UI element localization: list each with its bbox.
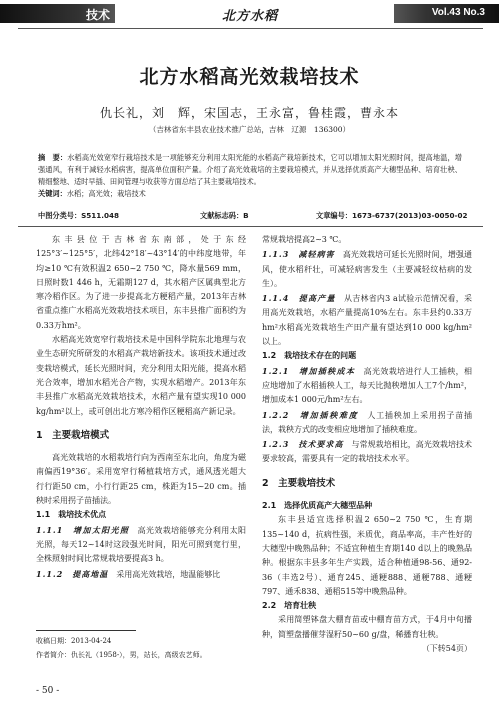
- section-1-2-3-title: 1.2.3 技术要求高: [262, 439, 344, 450]
- section-1-1-1: [36, 523, 246, 567]
- section-1-1-1-title: 1.1.1 增加太阳光照: [36, 524, 130, 535]
- page-number: - 50 -: [36, 686, 60, 696]
- section-1-1-3-title: 1.1.3 减轻病害: [262, 249, 335, 260]
- journal-name: 北方水稻: [221, 9, 278, 24]
- section-1-heading: 1 主要栽培模式: [36, 429, 110, 441]
- authors: 仇长礼，刘 辉，宋国志，王永富，鲁桂霞，曹永本: [99, 106, 399, 120]
- section-2-2-heading: 2.2 培育壮秧: [262, 601, 317, 611]
- section-1-1-heading: 1.1 栽培技术优点: [36, 510, 107, 520]
- section-1-2-2-title: 1.2.2 增加插秧难度: [262, 409, 359, 420]
- right-column: [262, 233, 472, 656]
- section-1-paragraph: 高光效栽培的水稻栽培行向为西南至东北向，角度为磁南偏西19°36′。采用宽窄行稀植栽培方式，通风透光超大行行距50 cm，小行行距25 cm，株距为15~20 cm。插秧时采用拐子苗插法。: [36, 453, 246, 506]
- intro-paragraph-2: 水稻高光效宽窄行栽培技术是中国科学院东北地理与农业生态研究所研发的水稻高产栽培新技术。该项技术通过改变栽培模式，延长光照时间，充分利用太阳光能，提高水稻光合效率，增加水稻光合产物，实现水稻增产。2013年东丰县推广水稻高光效栽培技术，水稻产量有望实现10 000 kg/hm²以上，或可创出北方寒冷稻作区粳稻高产新记录。: [36, 335, 246, 416]
- section-label: 技术: [86, 8, 111, 22]
- journal-header: [0, 0, 499, 26]
- section-1-2-3: [262, 437, 472, 467]
- section-2-1-heading: 2.1 选择优质高产大穗型品种: [262, 501, 373, 511]
- abstract: [38, 152, 462, 200]
- section-1-1-4: [262, 291, 472, 349]
- article-number: 文章编号：1673-6737(2013)03-0050-02: [316, 211, 468, 220]
- section-1-2-1-text: 高光效栽培进行人工插秧，相应地增加了水稻插秧人工，每天比抛秧增加人工7个/hm²，增加成本1 000元/hm²左右。: [262, 366, 473, 405]
- section-1-2-3-text: 与常规栽培相比，高光效栽培技术要求较高，需要具有一定的栽培技术水平。: [262, 440, 473, 464]
- section-2-2-text: 采用简塑钵盘大棚育苗或中棚育苗方式，于4月中旬播种，简塑盘播催芽湿籽50~60 g/盘，稀播育壮秧。: [262, 615, 472, 639]
- abstract-text: 水稻高光效宽窄行栽培技术是一项能够充分利用太阳光能的水稻高产栽培新技术，它可以增加太阳光照时间，提高地温，增强通风，有利于减轻水稻病害，提高单位面积产量。介绍了高光效栽培的主要栽培模式，并从选择优质高产大穗型品种、培育壮秧、精细整地、适时早插、田间管理与收获等方面总结了其主要栽培技术。: [38, 153, 462, 186]
- section-1-1-3: [262, 247, 472, 291]
- section-2-1-text: 东丰县适宜选择积温2 650~2 750 ℃，生育期135~140 d，抗病性强，米质优，商品率高，丰产性好的大穗型中晚熟品种；不适宜种植生育期140 d以上的晚熟品种。根据东丰县多年生产实践，适合种植通98-56、通92-36（丰选2号）、通育245、通粳888、通粳788、通粳797、通禾838、通稻515等中晚熟品种。: [262, 515, 472, 596]
- section-1-2-2: [262, 408, 472, 438]
- document-code: 文献标志码：B: [200, 211, 249, 220]
- section-1-2-2-text: 人工插秧加上采用拐子苗插法，栽秧方式的改变相应地增加了插秧难度。: [262, 410, 473, 434]
- intro-paragraph-1: 东丰县位于吉林省东南部，处于东经125°3′~125°5′，北纬42°18′~43°14′的中纬度地带，年均≥10 ℃有效积温2 650~2 750 ℃，降水量569 mm，日照时数1 446 h，无霜期127 d，其水稻产区属典型北方寒冷稻作区。为了进一步提高北方粳稻产量，2013年吉林省重点推广水稻高光效栽培技术项目，东丰县推广面积约为0.33万hm²。: [36, 235, 246, 330]
- author-info: 作者简介：仇长礼（1958-），男，站长，高级农艺师。: [36, 651, 207, 659]
- section-banner: [0, 4, 115, 23]
- section-1-1-4-title: 1.1.4 提高产量: [262, 293, 336, 304]
- article-title: 北方水稻高光效栽培技术: [139, 66, 360, 88]
- keywords: 水稻；高光效；栽培技术: [66, 189, 146, 198]
- clc-number: 中图分类号：S511.048: [38, 211, 120, 220]
- meta-rule: [18, 226, 483, 227]
- section-2-heading: 2 主要栽培技术: [262, 477, 336, 489]
- continued-note: （下转54页）: [421, 644, 472, 654]
- footnote-rule: [36, 630, 136, 631]
- section-1-1-1-text: 高光效栽培能够充分利用太阳光照，每天12~14时这段强光时间，阳光可照到宽行里，全株照射时间比常规栽培要提高3 h。: [36, 525, 247, 564]
- abstract-label: 摘 要：: [38, 153, 68, 162]
- section-1-1-2: [36, 567, 246, 582]
- header-rule: [18, 28, 483, 29]
- section-1-2-1: [262, 364, 472, 408]
- volume-label: Vol.43 No.3: [431, 7, 485, 18]
- section-1-1-4-text: 从吉林省内3 a试验示范情况看，采用高光效栽培，水稻产量提高10%左右。东丰县约0.33万hm²水稻高光效栽培生产田产量有望达到10 000 kg/hm²以上。: [262, 294, 472, 347]
- left-column: [36, 233, 246, 582]
- continued-text: 常规栽培提高2~3 ℃。: [262, 235, 347, 244]
- section-1-2-1-title: 1.2.1 增加插秧成本: [262, 365, 356, 376]
- volume-banner: [394, 4, 499, 23]
- section-1-1-3-text: 高光效栽培可延长光照时间，增强通风，使水稻秆壮，可减轻病害发生（主要减轻纹枯病的发生）。: [262, 250, 472, 288]
- affiliation: （吉林省东丰县农业技术推广总站，吉林 辽源 136300）: [148, 125, 351, 134]
- section-1-1-2-text: 采用高光效栽培，地温能够比: [116, 569, 221, 579]
- keywords-label: 关键词：: [38, 189, 67, 198]
- section-1-1-2-title: 1.1.2 提高地温: [36, 568, 109, 579]
- received-date: 收稿日期：2013-04-24: [36, 637, 112, 645]
- section-1-2-heading: 1.2 栽培技术存在的问题: [262, 351, 357, 361]
